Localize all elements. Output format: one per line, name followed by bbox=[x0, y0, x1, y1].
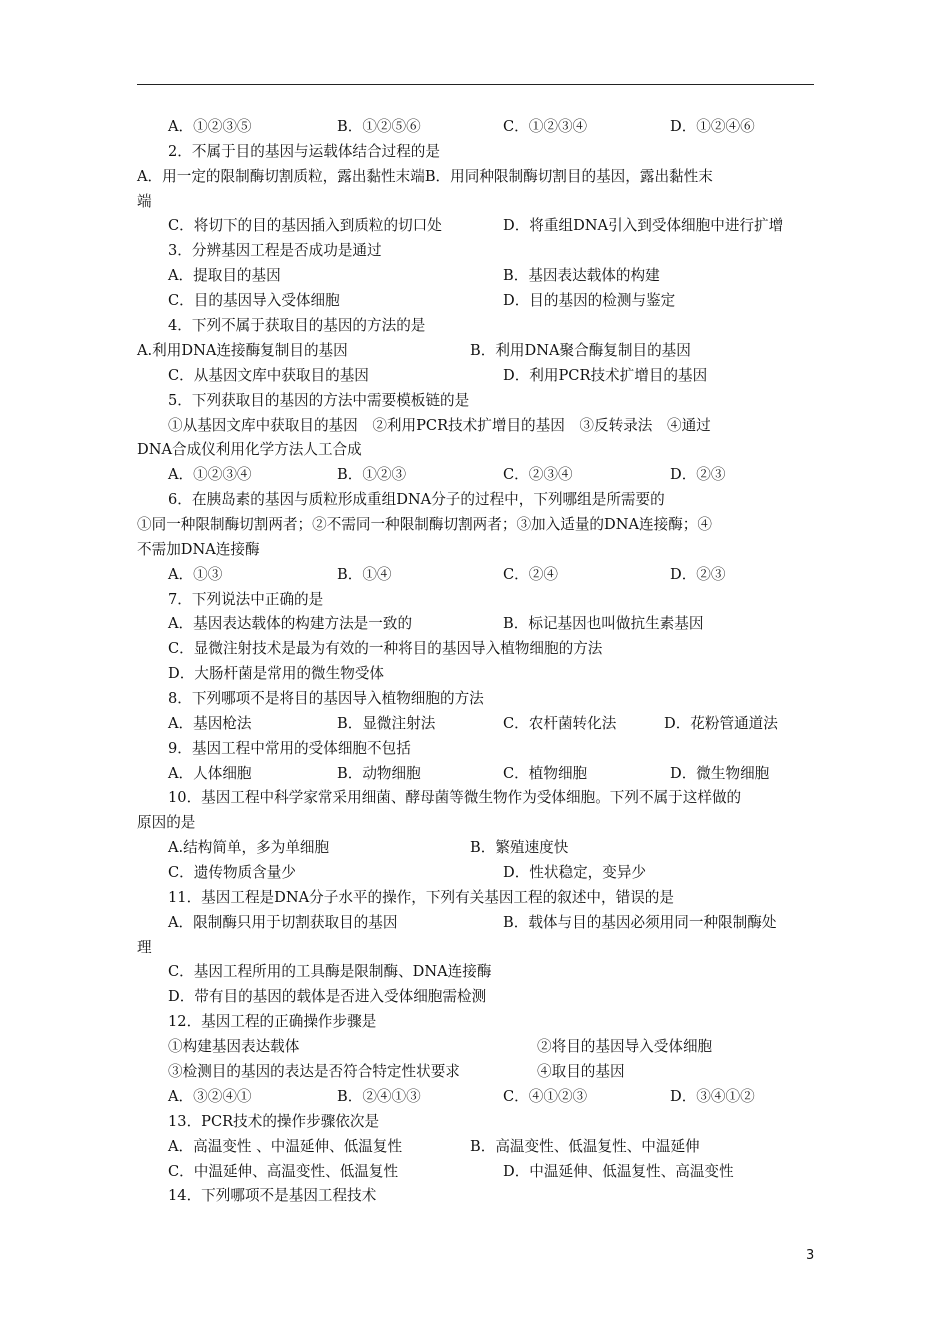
option-cell: A．高温变性 、中温延伸、低温复性 bbox=[168, 1138, 403, 1155]
line-text: ①从基因文库中获取目的基因 ②利用PCR技术扩增目的基因 ③反转录法 ④通过 bbox=[168, 417, 711, 434]
option-cell: ②将目的基因导入受体细胞 bbox=[537, 1038, 713, 1055]
option-cell: A．①②③④ bbox=[168, 466, 252, 483]
option-cell: B．①②③ bbox=[337, 466, 407, 483]
header-rule bbox=[137, 84, 814, 85]
line-text: 11．基因工程是DNA分子水平的操作，下列有关基因工程的叙述中，错误的是 bbox=[168, 889, 674, 906]
option-cell: D．②③ bbox=[670, 466, 726, 483]
line-text: 原因的是 bbox=[137, 814, 196, 831]
line-text: 3．分辨基因工程是否成功是通过 bbox=[168, 242, 382, 259]
line-text: 12．基因工程的正确操作步骤是 bbox=[168, 1013, 377, 1030]
line-text: ①同一种限制酶切割两者；②不需同一种限制酶切割两者；③加入适量的DNA连接酶；④ bbox=[137, 516, 712, 533]
option-cell: A．人体细胞 bbox=[168, 765, 252, 782]
line-text: 5．下列获取目的基因的方法中需要模板链的是 bbox=[168, 392, 470, 409]
line-text: 7．下列说法中正确的是 bbox=[168, 591, 324, 608]
option-cell: D．中温延伸、低温复性、高温变性 bbox=[503, 1163, 734, 1180]
option-cell: C．从基因文库中获取目的基因 bbox=[168, 367, 369, 384]
option-cell: D．性状稳定，变异少 bbox=[503, 864, 647, 881]
page-number: 3 bbox=[806, 1248, 815, 1263]
option-cell: ③检测目的基因的表达是否符合特定性状要求 bbox=[168, 1063, 460, 1080]
line-text: 6．在胰岛素的基因与质粒形成重组DNA分子的过程中，下列哪组是所需要的 bbox=[168, 491, 665, 508]
option-cell: D．②③ bbox=[670, 566, 726, 583]
option-cell: C．植物细胞 bbox=[503, 765, 588, 782]
option-cell: A．基因枪法 bbox=[168, 715, 252, 732]
line-text: 8．下列哪项不是将目的基因导入植物细胞的方法 bbox=[168, 690, 484, 707]
option-cell: B．①②⑤⑥ bbox=[337, 118, 421, 135]
option-cell: C．遗传物质含量少 bbox=[168, 864, 296, 881]
line-text: A．用一定的限制酶切割质粒，露出黏性末端B．用同种限制酶切割目的基因，露出黏性末 bbox=[137, 168, 713, 185]
line-text: 13．PCR技术的操作步骤依次是 bbox=[168, 1113, 380, 1130]
option-cell: B．繁殖速度快 bbox=[470, 839, 569, 856]
option-cell: B．①④ bbox=[337, 566, 392, 583]
line-text: 理 bbox=[137, 939, 152, 956]
option-cell: D．利用PCR技术扩增目的基因 bbox=[503, 367, 708, 384]
option-cell: A.结构简单，多为单细胞 bbox=[168, 839, 330, 856]
option-cell: C．①②③④ bbox=[503, 118, 588, 135]
option-cell: C．农杆菌转化法 bbox=[503, 715, 617, 732]
option-cell: C．②③④ bbox=[503, 466, 573, 483]
option-cell: C．将切下的目的基因插入到质粒的切口处 bbox=[168, 217, 442, 234]
option-cell: A．基因表达载体的构建方法是一致的 bbox=[168, 615, 413, 632]
option-cell: B．高温变性、低温复性、中温延伸 bbox=[470, 1138, 700, 1155]
option-cell: ④取目的基因 bbox=[537, 1063, 625, 1080]
option-cell: B．②④①③ bbox=[337, 1088, 421, 1105]
option-cell: C．目的基因导入受体细胞 bbox=[168, 292, 340, 309]
line-text: DNA合成仪利用化学方法人工合成 bbox=[137, 441, 362, 458]
option-cell: D．花粉管通道法 bbox=[664, 715, 778, 732]
line-text: D．大肠杆菌是常用的微生物受体 bbox=[168, 665, 385, 682]
option-cell: A．③②④① bbox=[168, 1088, 252, 1105]
line-text: 端 bbox=[137, 193, 152, 210]
line-text: 2．不属于目的基因与运载体结合过程的是 bbox=[168, 143, 440, 160]
option-cell: B．基因表达载体的构建 bbox=[503, 267, 660, 284]
option-cell: A．①②③⑤ bbox=[168, 118, 252, 135]
option-cell: A.利用DNA连接酶复制目的基因 bbox=[137, 342, 348, 359]
option-cell: A．提取目的基因 bbox=[168, 267, 281, 284]
option-cell: B．标记基因也叫做抗生素基因 bbox=[503, 615, 704, 632]
line-text: 10．基因工程中科学家常采用细菌、酵母菌等微生物作为受体细胞。下列不属于这样做的 bbox=[168, 789, 742, 806]
line-text: 14．下列哪项不是基因工程技术 bbox=[168, 1187, 377, 1204]
line-text: C．显微注射技术是最为有效的一种将目的基因导入植物细胞的方法 bbox=[168, 640, 603, 657]
option-cell: B．动物细胞 bbox=[337, 765, 421, 782]
option-cell: C．②④ bbox=[503, 566, 558, 583]
option-cell: B．显微注射法 bbox=[337, 715, 436, 732]
line-text: D．带有目的基因的载体是否进入受体细胞需检测 bbox=[168, 988, 487, 1005]
line-text: 9．基因工程中常用的受体细胞不包括 bbox=[168, 740, 411, 757]
option-cell: D．目的基因的检测与鉴定 bbox=[503, 292, 676, 309]
line-text: 不需加DNA连接酶 bbox=[137, 541, 260, 558]
option-cell: D．微生物细胞 bbox=[670, 765, 770, 782]
option-cell: D．将重组DNA引入到受体细胞中进行扩增 bbox=[503, 217, 784, 234]
option-cell: B．利用DNA聚合酶复制目的基因 bbox=[470, 342, 691, 359]
option-cell: ①构建基因表达载体 bbox=[168, 1038, 300, 1055]
line-text: C．基因工程所用的工具酶是限制酶、DNA连接酶 bbox=[168, 963, 492, 980]
option-cell: A．限制酶只用于切割获取目的基因 bbox=[168, 914, 398, 931]
option-cell: C．④①②③ bbox=[503, 1088, 588, 1105]
option-cell: C．中温延伸、高温变性、低温复性 bbox=[168, 1163, 399, 1180]
line-text: 4．下列不属于获取目的基因的方法的是 bbox=[168, 317, 426, 334]
option-cell: B．载体与目的基因必须用同一种限制酶处 bbox=[503, 914, 777, 931]
option-cell: D．①②④⑥ bbox=[670, 118, 755, 135]
option-cell: D．③④①② bbox=[670, 1088, 755, 1105]
option-cell: A．①③ bbox=[168, 566, 223, 583]
